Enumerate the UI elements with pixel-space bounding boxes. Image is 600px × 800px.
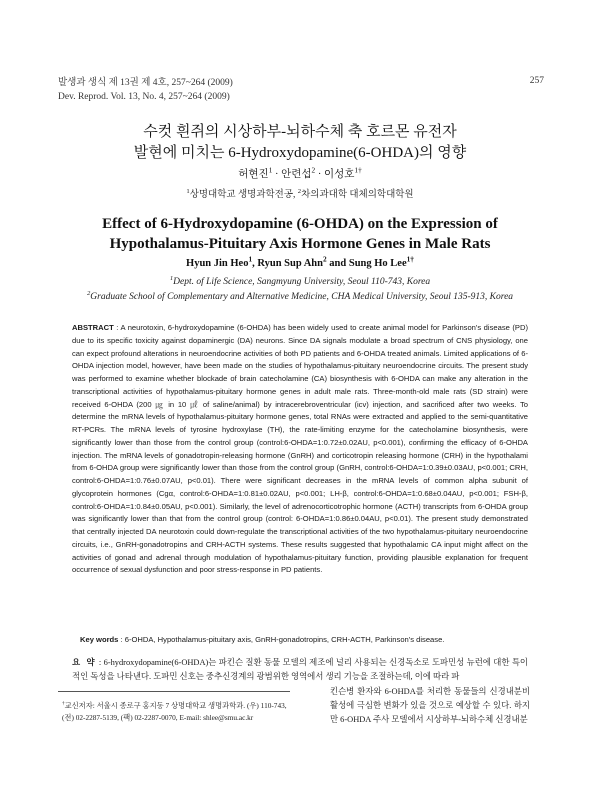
abstract-label: ABSTRACT xyxy=(72,323,114,332)
footnote-line-2: (전) 02-2287-5139, (팩) 02-2287-0070, E-mail: shlee@smu.ac.kr xyxy=(62,713,254,722)
abstract xyxy=(72,322,528,577)
author-en-sup: 1† xyxy=(406,254,414,264)
author-en: Hyun Jin Heo xyxy=(186,258,249,269)
title-english-line-2: Hypothalamus-Pituitary Axis Hormone Genes in Male Rats xyxy=(109,236,491,252)
affiliation-english-1 xyxy=(0,274,600,287)
body-right-column: 킨슨병 환자와 6-OHDA를 처리한 동물들의 신경내분비 활성에 극심한 변화가 있을 것으로 예상할 수 있다. 하지만 6-OHDA 주사 모델에서 시상하부-뇌하수체 신경내분 xyxy=(330,687,530,725)
title-korean-line-1: 수컷 흰쥐의 시상하부-뇌하수체 축 호르몬 유전자 xyxy=(143,124,457,140)
author-en-separator: , xyxy=(252,258,258,269)
author-kr: 이성호 xyxy=(323,169,355,180)
author-kr-sup: 2 xyxy=(311,165,316,175)
footnote-divider xyxy=(58,691,290,692)
author-separator: · xyxy=(317,169,322,180)
abstract-separator: : xyxy=(113,323,121,332)
affiliation-en-text: Dept. of Life Science, Sangmyung University, Seoul 110-743, Korea xyxy=(173,277,431,287)
korean-summary-text: 6-hydroxydopamine(6-OHDA)는 파킨슨 질환 동물 모델의 제조에 널리 사용되는 신경독소로 도파민성 뉴런에 대한 특이적인 독성을 나타낸다. 도파민 신호는 중추신경계의 광범위한 영역에서 생리 기능을 조절하는데, 이에 따라 파 xyxy=(72,658,529,682)
corresponding-author-footnote xyxy=(62,700,292,724)
page-number: 257 xyxy=(529,76,544,86)
authors-korean xyxy=(0,166,600,181)
title-english xyxy=(0,214,600,254)
title-korean xyxy=(0,122,600,164)
authors-english xyxy=(0,254,600,269)
author-en: Sung Ho Lee xyxy=(348,258,407,269)
author-kr: 안련섭 xyxy=(281,169,312,180)
title-korean-line-2: 발현에 미치는 6-Hydroxydopamine(6-OHDA)의 영향 xyxy=(133,145,467,161)
footnote-line-1: 교신저자: 서울시 종로구 홍지동 7 상명대학교 생명과학과. (우) 110-743, xyxy=(64,701,287,710)
affiliation-kr: 차의과대학 대체의학대학원 xyxy=(301,190,414,200)
abstract-text: A neurotoxin, 6-hydroxydopamine (6-OHDA) has been widely used to create animal model for Parkinson's disease (PD) due to its specific toxicity against dopaminergic (DA) neurons. Since DA signals modulate a broad spectrum of CNS physiology, one can expect profound alterations in neuroendocrine activities of both PD patients and 6-OHDA treated animals. Limited applications of 6-OHDA injection model, however, have been made on the studies of hypothalamus-pituitary neuroendocrine circuits. The present study was performed to examine whether blockade of brain catecholamine (CA) biosynthesis with 6-OHDA can make any alteration in the transcriptional activities of hypothalamus-pituitary hormone genes in adult male rats. Three-month-old male rats (SD strain) were received 6-OHDA (200 ㎍ in 10 ㎕ of saline/animal) by intracerebroventricular (icv) injection, and sacrificed after two weeks. To determine the mRNA levels of hypothalamus-pituitary hormone genes, total RNAs were extracted and applied to the semi-quantitative RT-PCRs. The mRNA levels of tyrosine hydroxylase (TH), the rate-limiting enzyme for the catecholamine biosynthesis, were significantly lower than those from the control group (control:6-OHDA=1:0.72±0.02AU, p<0.001), confirming the efficacy of 6-OHDA injection. The mRNA levels of gonadotropin-releasing hormone (GnRH) and corticotropin releasing hormone (CRH) in the hypothalami from 6-OHDA group were significantly lower than those from the control group (GnRH, control:6-OHDA=1:0.39±0.03AU, p<0.001; CRH, control:6-OHDA=1:0.76±0.07AU, p<0.01). There were significant decreases in the mRNA levels of common alpha subunit of glycoprotein hormones (Cgα, control:6-OHDA=1:0.81±0.02AU, p<0.001; LH-β, control:6-OHDA=1:0.68±0.04AU, p<0.001; FSH-β, control:6-OHDA=1:0.84±0.05AU, p<0.001). Similarly, the level of adrenocorticotrophic hormone (ACTH) transcripts from 6-OHDA group was significantly lower than that from the control group (control: 6-OHDA=1:0.86±0.04AU, p<0.01). The present study demonstrated that centrally injected DA neurotoxin could down-regulate the transcriptional activities of the two hypothalamus-pituitary neuroendocrine circuits, i.e., GnRH-gonadotropins and CRH-ACTH systems. These results suggested that hypothalamic CA input might affect on the activities of gonad and adrenal through modulation of hypothalamus-pituitary function, providing plausible explanation for frequent occurrence of sexual dysfunction and poor stress-response in PD patients. xyxy=(72,323,528,575)
affiliation-en-sup: 1 xyxy=(169,274,174,282)
author-en-sup: 1 xyxy=(248,254,253,264)
author-en-sup: 2 xyxy=(323,254,327,264)
author-en: Ryun Sup Ahn xyxy=(257,258,323,269)
keywords-text: 6-OHDA, Hypothalamus-pituitary axis, GnRH-gonadotropins, CRH-ACTH, Parkinson's disease. xyxy=(124,635,445,644)
journal-citation-kr: 발생과 생식 제 13권 제 4호, 257~264 (2009) xyxy=(58,78,233,88)
affiliation-kr: 상명대학교 생명과학전공, xyxy=(189,190,296,200)
korean-summary-label: 요 약 xyxy=(72,658,97,667)
keywords-separator: : xyxy=(118,635,125,644)
affiliations-korean xyxy=(0,186,600,200)
affiliation-en-sup: 2 xyxy=(86,289,91,297)
journal-citation-en: Dev. Reprod. Vol. 13, No. 4, 257~264 (2009) xyxy=(58,92,230,102)
author-separator: · xyxy=(274,169,279,180)
affiliation-english-2 xyxy=(0,289,600,302)
title-english-line-1: Effect of 6-Hydroxydopamine (6-OHDA) on the Expression of xyxy=(102,216,498,232)
korean-summary xyxy=(72,656,528,684)
author-kr-sup: 1† xyxy=(354,165,362,175)
korean-summary-separator: : xyxy=(96,658,104,667)
affiliation-en-text: Graduate School of Complementary and Alternative Medicine, CHA Medical University, Seoul 135-913, Korea xyxy=(90,292,514,302)
keywords xyxy=(80,635,528,644)
affiliation-kr-sup: 1 xyxy=(186,187,190,195)
author-en-separator: and xyxy=(326,258,349,269)
footnote-marker: † xyxy=(62,700,65,707)
keywords-label: Key words xyxy=(80,635,119,644)
author-kr-sup: 1 xyxy=(268,165,273,175)
affiliation-kr-sup: 2 xyxy=(297,187,302,195)
running-head xyxy=(58,76,233,104)
author-kr: 허현진 xyxy=(238,169,269,180)
